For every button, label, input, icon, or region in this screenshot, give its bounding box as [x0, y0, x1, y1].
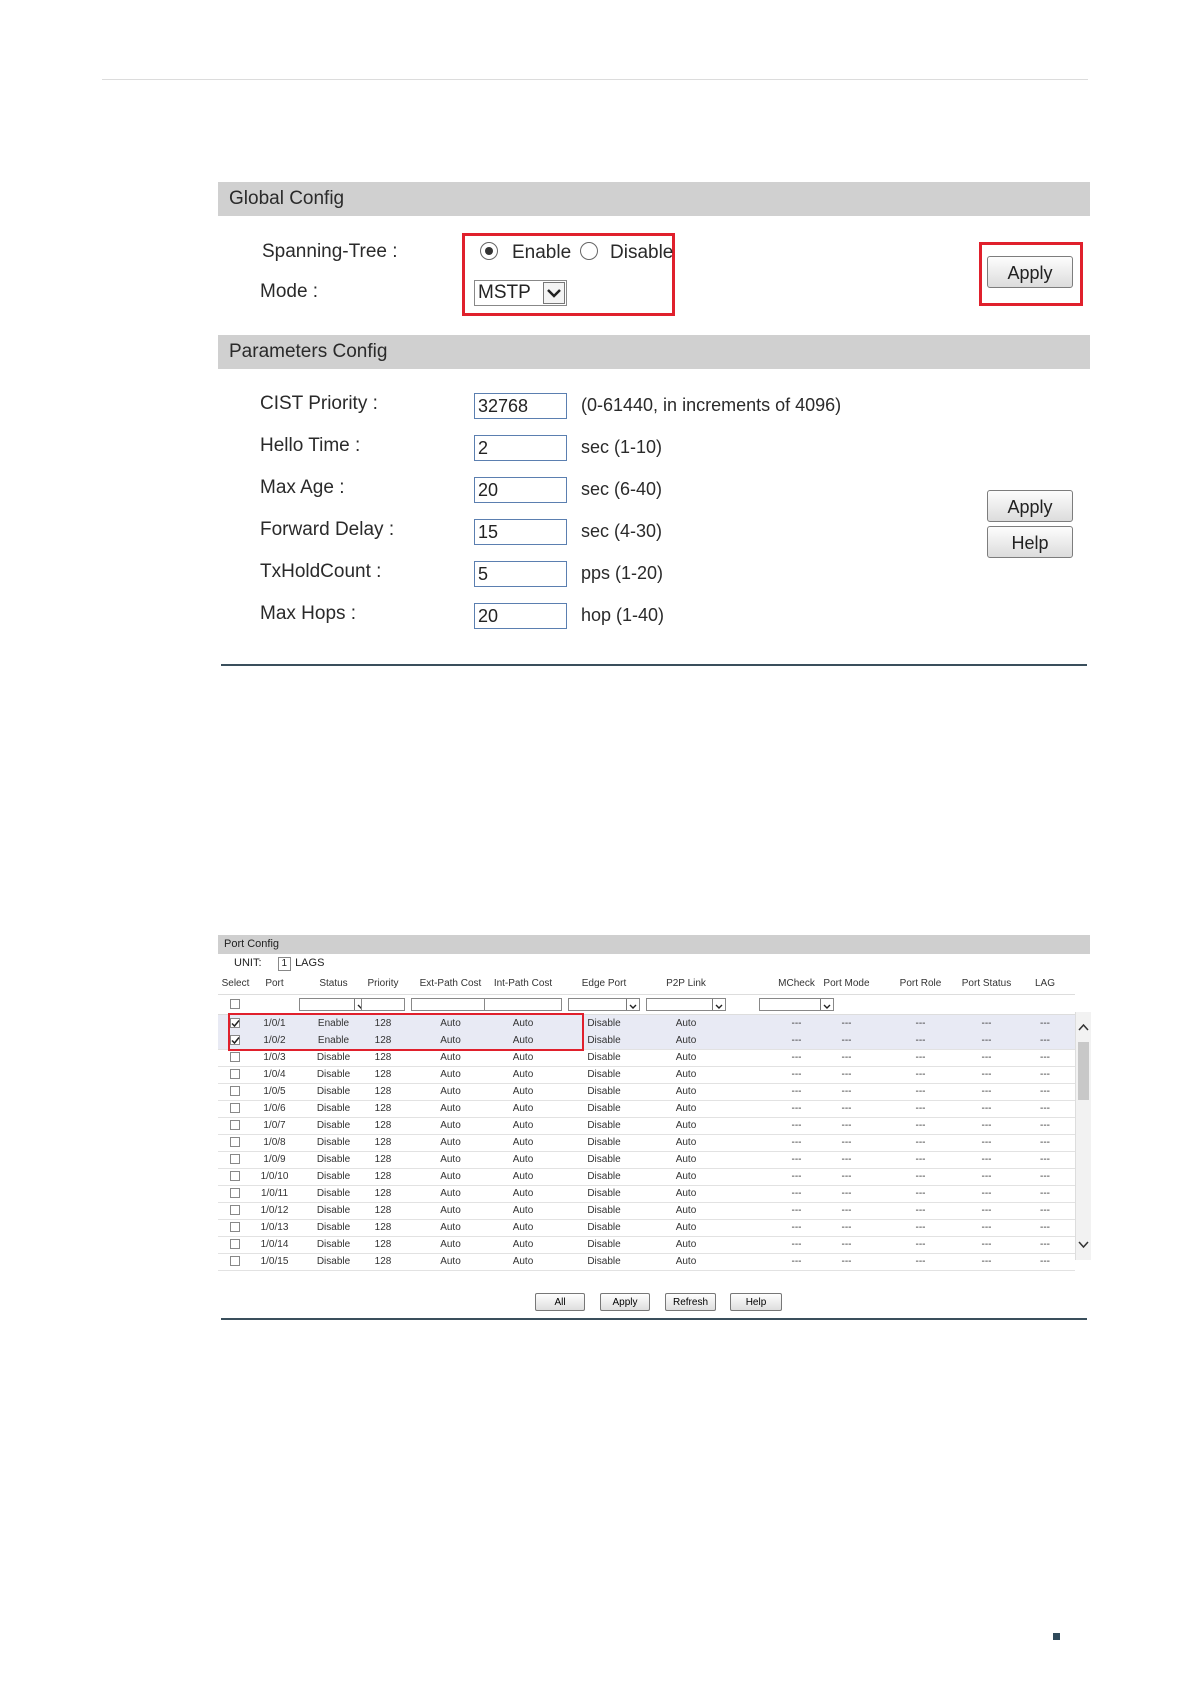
- cell-ext-path-cost: Auto: [440, 1205, 461, 1216]
- cell-priority: 128: [374, 1239, 392, 1250]
- hello-time-hint: sec (1-10): [581, 437, 663, 457]
- page-header-rule: [102, 79, 1088, 80]
- cell-port-role: ---: [915, 1035, 926, 1046]
- cell-ext-path-cost: Auto: [440, 1154, 461, 1165]
- cell-status: Disable: [316, 1137, 351, 1148]
- max-age-label: Max Age :: [260, 477, 345, 498]
- cell-port-mode: ---: [841, 1239, 852, 1250]
- cell-port: 1/0/15: [260, 1256, 289, 1267]
- cell-status: Disable: [316, 1120, 351, 1131]
- cell-p2p-link: Auto: [675, 1256, 697, 1267]
- cell-port: 1/0/10: [260, 1171, 289, 1182]
- cell-edge-port: Disable: [587, 1086, 621, 1097]
- column-header-p2p-link: P2P Link: [666, 978, 706, 989]
- cell-port: 1/0/5: [263, 1086, 286, 1097]
- cell-mcheck: ---: [791, 1188, 802, 1199]
- cell-lag: ---: [1040, 1103, 1050, 1114]
- cell-port-role: ---: [915, 1052, 926, 1063]
- cell-priority: 128: [374, 1052, 392, 1063]
- cell-p2p-link: Auto: [675, 1222, 697, 1233]
- cell-port-mode: ---: [841, 1103, 852, 1114]
- lags-tab[interactable]: LAGS: [295, 957, 325, 969]
- cell-port-status: ---: [981, 1171, 992, 1182]
- cell-priority: 128: [374, 1086, 392, 1097]
- cell-port-role: ---: [915, 1171, 926, 1182]
- cell-port-role: ---: [915, 1205, 926, 1216]
- column-header-port-status: Port Status: [961, 978, 1012, 989]
- cell-int-path-cost: Auto: [512, 1205, 534, 1216]
- cell-int-path-cost: Auto: [512, 1052, 534, 1063]
- cell-int-path-cost: Auto: [512, 1137, 534, 1148]
- row-select-checkbox[interactable]: [230, 1154, 240, 1164]
- cell-edge-port: Disable: [587, 1069, 621, 1080]
- cell-port-mode: ---: [841, 1205, 852, 1216]
- cell-priority: 128: [374, 1222, 392, 1233]
- cell-lag: ---: [1040, 1256, 1050, 1267]
- table-row[interactable]: [218, 1236, 1075, 1254]
- cell-port: 1/0/3: [263, 1052, 286, 1063]
- cell-p2p-link: Auto: [675, 1035, 697, 1046]
- cell-edge-port: Disable: [587, 1154, 621, 1165]
- cell-status: Disable: [316, 1188, 351, 1199]
- cell-p2p-link: Auto: [675, 1103, 697, 1114]
- cell-port-mode: ---: [841, 1052, 852, 1063]
- cell-edge-port: Disable: [587, 1188, 621, 1199]
- cell-port: 1/0/12: [260, 1205, 289, 1216]
- cell-priority: 128: [374, 1120, 392, 1131]
- txholdcount-label: TxHoldCount :: [260, 561, 382, 582]
- cell-p2p-link: Auto: [675, 1018, 697, 1029]
- hello-time-input[interactable]: 2: [474, 435, 567, 461]
- port-apply-button[interactable]: Apply: [600, 1293, 650, 1311]
- cell-lag: ---: [1040, 1222, 1050, 1233]
- cell-priority: 128: [374, 1188, 392, 1199]
- cell-lag: ---: [1040, 1154, 1050, 1165]
- selected-ports-highlight: [228, 1013, 584, 1051]
- hello-time-label: Hello Time :: [260, 435, 361, 456]
- cell-edge-port: Disable: [587, 1239, 621, 1250]
- page-marker: [1053, 1633, 1060, 1640]
- cell-port-status: ---: [981, 1256, 992, 1267]
- row-select-checkbox[interactable]: [230, 1069, 240, 1079]
- cell-ext-path-cost: Auto: [440, 1171, 461, 1182]
- cell-port-mode: ---: [841, 1188, 852, 1199]
- max-hops-hint: hop (1-40): [581, 605, 665, 625]
- cell-status: Disable: [316, 1205, 351, 1216]
- cell-port-role: ---: [915, 1239, 926, 1250]
- cell-lag: ---: [1040, 1188, 1050, 1199]
- filter-p2p-link-select[interactable]: [646, 998, 726, 1011]
- cell-p2p-link: Auto: [675, 1052, 697, 1063]
- cell-port-status: ---: [981, 1188, 992, 1199]
- column-header-port-role: Port Role: [899, 978, 942, 989]
- chevron-down-icon[interactable]: [712, 999, 725, 1010]
- unit-tab-1[interactable]: 1: [278, 957, 292, 971]
- row-select-checkbox[interactable]: [230, 1137, 240, 1147]
- max-hops-label: Max Hops :: [260, 603, 357, 624]
- cell-int-path-cost: Auto: [512, 1222, 534, 1233]
- cell-port-status: ---: [981, 1222, 992, 1233]
- filter-status-select[interactable]: [299, 998, 368, 1011]
- cist-priority-hint: (0-61440, in increments of 4096): [581, 395, 842, 415]
- cell-mcheck: ---: [791, 1239, 802, 1250]
- cell-edge-port: Disable: [587, 1222, 621, 1233]
- cell-port-role: ---: [915, 1137, 926, 1148]
- cell-port-status: ---: [981, 1086, 992, 1097]
- cell-port: 1/0/9: [263, 1154, 286, 1165]
- table-row[interactable]: [218, 1049, 1075, 1067]
- cell-int-path-cost: Auto: [512, 1154, 534, 1165]
- row-select-checkbox[interactable]: [230, 1256, 240, 1266]
- cell-port: 1/0/1: [263, 1018, 286, 1029]
- port-config-panel: [218, 935, 1090, 1320]
- disable-radio[interactable]: [580, 242, 598, 260]
- cell-mcheck: ---: [791, 1103, 802, 1114]
- filter-mcheck-select[interactable]: [759, 998, 834, 1011]
- parameters-help-button[interactable]: Help: [987, 526, 1073, 558]
- cell-mcheck: ---: [791, 1035, 802, 1046]
- refresh-button[interactable]: Refresh: [665, 1293, 716, 1311]
- table-row[interactable]: [218, 1253, 1075, 1271]
- cell-port-role: ---: [915, 1120, 926, 1131]
- cell-status: Disable: [316, 1256, 351, 1267]
- filter-priority-input[interactable]: [361, 998, 405, 1011]
- row-select-checkbox[interactable]: [230, 1086, 240, 1096]
- all-button[interactable]: All: [535, 1293, 585, 1311]
- cell-port-status: ---: [981, 1120, 992, 1131]
- cell-p2p-link: Auto: [675, 1137, 697, 1148]
- cell-status: Enable: [317, 1035, 350, 1046]
- cell-port-mode: ---: [841, 1171, 852, 1182]
- cell-port-mode: ---: [841, 1222, 852, 1233]
- max-age-input[interactable]: 20: [474, 477, 567, 503]
- cell-port-role: ---: [915, 1018, 926, 1029]
- column-header-port-mode: Port Mode: [823, 978, 870, 989]
- row-select-checkbox[interactable]: [230, 1205, 240, 1215]
- cell-port-role: ---: [915, 1154, 926, 1165]
- unit-label: UNIT:: [234, 957, 262, 969]
- cell-ext-path-cost: Auto: [440, 1120, 461, 1131]
- cell-lag: ---: [1040, 1086, 1050, 1097]
- cell-priority: 128: [374, 1171, 392, 1182]
- column-header-edge-port: Edge Port: [581, 978, 627, 989]
- cell-ext-path-cost: Auto: [440, 1188, 461, 1199]
- cell-port: 1/0/2: [263, 1035, 286, 1046]
- table-row[interactable]: [218, 1117, 1075, 1135]
- cell-mcheck: ---: [791, 1137, 802, 1148]
- cell-p2p-link: Auto: [675, 1188, 697, 1199]
- cell-priority: 128: [374, 1069, 392, 1080]
- cell-int-path-cost: Auto: [512, 1120, 534, 1131]
- cell-mcheck: ---: [791, 1205, 802, 1216]
- row-select-checkbox[interactable]: [230, 1120, 240, 1130]
- cell-port-status: ---: [981, 1069, 992, 1080]
- cell-ext-path-cost: Auto: [440, 1052, 461, 1063]
- chevron-down-icon[interactable]: [543, 282, 565, 304]
- max-hops-input[interactable]: 20: [474, 603, 567, 629]
- cell-status: Disable: [316, 1103, 351, 1114]
- cell-port-mode: ---: [841, 1086, 852, 1097]
- cell-port-mode: ---: [841, 1018, 852, 1029]
- column-header-priority: Priority: [367, 978, 399, 989]
- row-select-checkbox[interactable]: [230, 1103, 240, 1113]
- table-row[interactable]: [218, 1100, 1075, 1118]
- cell-status: Disable: [316, 1222, 351, 1233]
- cell-port-mode: ---: [841, 1137, 852, 1148]
- column-header-status: Status: [319, 978, 348, 989]
- cell-status: Disable: [316, 1171, 351, 1182]
- cell-port: 1/0/14: [260, 1239, 289, 1250]
- select-all-checkbox[interactable]: [230, 999, 240, 1009]
- disable-radio-label[interactable]: Disable: [610, 242, 674, 263]
- cell-port-status: ---: [981, 1035, 992, 1046]
- cell-int-path-cost: Auto: [512, 1086, 534, 1097]
- scroll-down-icon[interactable]: [1076, 1238, 1091, 1252]
- filter-row: [218, 994, 1075, 1015]
- mode-select[interactable]: [474, 280, 567, 306]
- cell-ext-path-cost: Auto: [440, 1103, 461, 1114]
- column-header-port: Port: [265, 978, 284, 989]
- row-select-checkbox[interactable]: [230, 1052, 240, 1062]
- forward-delay-label: Forward Delay :: [260, 519, 395, 540]
- port-panel-divider: [221, 1318, 1087, 1320]
- cell-priority: 128: [374, 1256, 392, 1267]
- cist-priority-input[interactable]: 32768: [474, 393, 567, 419]
- cell-port-mode: ---: [841, 1256, 852, 1267]
- cell-port: 1/0/6: [263, 1103, 286, 1114]
- cell-port-status: ---: [981, 1239, 992, 1250]
- chevron-down-icon[interactable]: [626, 999, 639, 1010]
- table-row[interactable]: [218, 1202, 1075, 1220]
- cell-status: Disable: [316, 1154, 351, 1165]
- filter-int-path-cost-input[interactable]: [484, 998, 562, 1011]
- cell-priority: 128: [374, 1137, 392, 1148]
- row-select-checkbox[interactable]: [230, 1188, 240, 1198]
- cell-lag: ---: [1040, 1205, 1050, 1216]
- global-apply-button[interactable]: Apply: [987, 256, 1073, 288]
- cell-ext-path-cost: Auto: [440, 1069, 461, 1080]
- cell-mcheck: ---: [791, 1154, 802, 1165]
- cell-ext-path-cost: Auto: [440, 1018, 461, 1029]
- filter-edge-port-select[interactable]: [568, 998, 640, 1011]
- cell-edge-port: Disable: [587, 1035, 621, 1046]
- cell-mcheck: ---: [791, 1256, 802, 1267]
- cell-p2p-link: Auto: [675, 1069, 697, 1080]
- cell-priority: 128: [374, 1205, 392, 1216]
- cell-status: Disable: [316, 1069, 351, 1080]
- cell-p2p-link: Auto: [675, 1205, 697, 1216]
- enable-radio-label[interactable]: Enable: [512, 242, 572, 263]
- cell-edge-port: Disable: [587, 1018, 621, 1029]
- cell-port-role: ---: [915, 1222, 926, 1233]
- cell-port-status: ---: [981, 1205, 992, 1216]
- cell-port: 1/0/13: [260, 1222, 289, 1233]
- table-row[interactable]: [218, 1083, 1075, 1101]
- cell-int-path-cost: Auto: [512, 1256, 534, 1267]
- column-header-mcheck: MCheck: [778, 978, 815, 989]
- cell-int-path-cost: Auto: [512, 1188, 534, 1199]
- cell-port-role: ---: [915, 1103, 926, 1114]
- port-help-button[interactable]: Help: [730, 1293, 782, 1311]
- cell-lag: ---: [1040, 1035, 1050, 1046]
- parameters-apply-button[interactable]: Apply: [987, 490, 1073, 522]
- cell-priority: 128: [374, 1154, 392, 1165]
- stp-config-panel: [218, 182, 1090, 668]
- cell-ext-path-cost: Auto: [440, 1035, 461, 1046]
- chevron-down-icon[interactable]: [820, 999, 833, 1010]
- cell-mcheck: ---: [791, 1018, 802, 1029]
- cell-port-role: ---: [915, 1086, 926, 1097]
- mode-select-value: MSTP: [478, 282, 531, 303]
- cell-port-role: ---: [915, 1188, 926, 1199]
- spanning-tree-label: Spanning-Tree :: [262, 241, 398, 262]
- cell-port-mode: ---: [841, 1035, 852, 1046]
- cell-mcheck: ---: [791, 1052, 802, 1063]
- cell-lag: ---: [1040, 1052, 1050, 1063]
- cell-mcheck: ---: [791, 1086, 802, 1097]
- cell-lag: ---: [1040, 1120, 1050, 1131]
- cell-lag: ---: [1040, 1171, 1050, 1182]
- cell-status: Enable: [317, 1018, 350, 1029]
- cell-int-path-cost: Auto: [512, 1171, 534, 1182]
- cell-lag: ---: [1040, 1137, 1050, 1148]
- cell-edge-port: Disable: [587, 1052, 621, 1063]
- cell-status: Disable: [316, 1086, 351, 1097]
- cell-port-status: ---: [981, 1052, 992, 1063]
- cell-ext-path-cost: Auto: [440, 1137, 461, 1148]
- cell-port: 1/0/4: [263, 1069, 286, 1080]
- cell-lag: ---: [1040, 1018, 1050, 1029]
- cell-port-status: ---: [981, 1103, 992, 1114]
- cell-mcheck: ---: [791, 1120, 802, 1131]
- column-header-select: Select: [221, 978, 250, 989]
- cell-priority: 128: [374, 1035, 392, 1046]
- cell-priority: 128: [374, 1103, 392, 1114]
- cell-int-path-cost: Auto: [512, 1069, 534, 1080]
- cist-priority-label: CIST Priority :: [260, 393, 378, 414]
- txholdcount-input[interactable]: 5: [474, 561, 567, 587]
- table-row[interactable]: [218, 1134, 1075, 1152]
- cell-lag: ---: [1040, 1239, 1050, 1250]
- cell-port-mode: ---: [841, 1154, 852, 1165]
- cell-port-mode: ---: [841, 1069, 852, 1080]
- cell-port-role: ---: [915, 1069, 926, 1080]
- panel-divider: [221, 664, 1087, 666]
- cell-mcheck: ---: [791, 1069, 802, 1080]
- cell-p2p-link: Auto: [675, 1154, 697, 1165]
- cell-p2p-link: Auto: [675, 1239, 697, 1250]
- cell-int-path-cost: Auto: [512, 1103, 534, 1114]
- cell-priority: 128: [374, 1018, 392, 1029]
- cell-lag: ---: [1040, 1069, 1050, 1080]
- table-row[interactable]: [218, 1066, 1075, 1084]
- max-age-hint: sec (6-40): [581, 479, 663, 499]
- column-header-ext-path-cost: Ext-Path Cost: [419, 978, 482, 989]
- enable-radio[interactable]: [480, 242, 498, 260]
- table-row[interactable]: [218, 1185, 1075, 1203]
- cell-port: 1/0/8: [263, 1137, 286, 1148]
- cell-edge-port: Disable: [587, 1256, 621, 1267]
- table-row[interactable]: [218, 1168, 1075, 1186]
- cell-ext-path-cost: Auto: [440, 1239, 461, 1250]
- cell-edge-port: Disable: [587, 1171, 621, 1182]
- cell-mcheck: ---: [791, 1222, 802, 1233]
- forward-delay-input[interactable]: 15: [474, 519, 567, 545]
- forward-delay-hint: sec (4-30): [581, 521, 663, 541]
- cell-edge-port: Disable: [587, 1205, 621, 1216]
- cell-port-status: ---: [981, 1018, 992, 1029]
- cell-ext-path-cost: Auto: [440, 1222, 461, 1233]
- cell-edge-port: Disable: [587, 1120, 621, 1131]
- scrollbar-thumb[interactable]: [1078, 1042, 1089, 1100]
- cell-port-role: ---: [915, 1256, 926, 1267]
- row-select-checkbox[interactable]: [230, 1239, 240, 1249]
- row-select-checkbox[interactable]: [230, 1171, 240, 1181]
- unit-selector: [234, 957, 324, 971]
- table-row[interactable]: [218, 1151, 1075, 1169]
- cell-edge-port: Disable: [587, 1103, 621, 1114]
- cell-int-path-cost: Auto: [512, 1018, 534, 1029]
- column-header-int-path-cost: Int-Path Cost: [493, 978, 553, 989]
- scroll-up-icon[interactable]: [1076, 1020, 1091, 1034]
- parameters-config-header: Parameters Config: [218, 335, 1090, 369]
- filter-ext-path-cost-input[interactable]: [411, 998, 490, 1011]
- cell-int-path-cost: Auto: [512, 1035, 534, 1046]
- column-header-lag: LAG: [1034, 978, 1055, 989]
- cell-port-mode: ---: [841, 1120, 852, 1131]
- table-scrollbar[interactable]: [1075, 1012, 1091, 1260]
- cell-mcheck: ---: [791, 1171, 802, 1182]
- table-row[interactable]: [218, 1219, 1075, 1237]
- cell-status: Disable: [316, 1239, 351, 1250]
- cell-ext-path-cost: Auto: [440, 1256, 461, 1267]
- cell-p2p-link: Auto: [675, 1171, 697, 1182]
- cell-status: Disable: [316, 1052, 351, 1063]
- cell-port: 1/0/11: [260, 1188, 289, 1199]
- global-config-header: Global Config: [218, 182, 1090, 216]
- cell-port: 1/0/7: [263, 1120, 286, 1131]
- cell-port-status: ---: [981, 1137, 992, 1148]
- cell-p2p-link: Auto: [675, 1120, 697, 1131]
- row-select-checkbox[interactable]: [230, 1222, 240, 1232]
- cell-ext-path-cost: Auto: [440, 1086, 461, 1097]
- mode-label: Mode :: [260, 281, 319, 302]
- cell-port-status: ---: [981, 1154, 992, 1165]
- cell-p2p-link: Auto: [675, 1086, 697, 1097]
- cell-int-path-cost: Auto: [512, 1239, 534, 1250]
- txholdcount-hint: pps (1-20): [581, 563, 664, 583]
- port-config-header: Port Config: [218, 935, 1090, 954]
- cell-edge-port: Disable: [587, 1137, 621, 1148]
